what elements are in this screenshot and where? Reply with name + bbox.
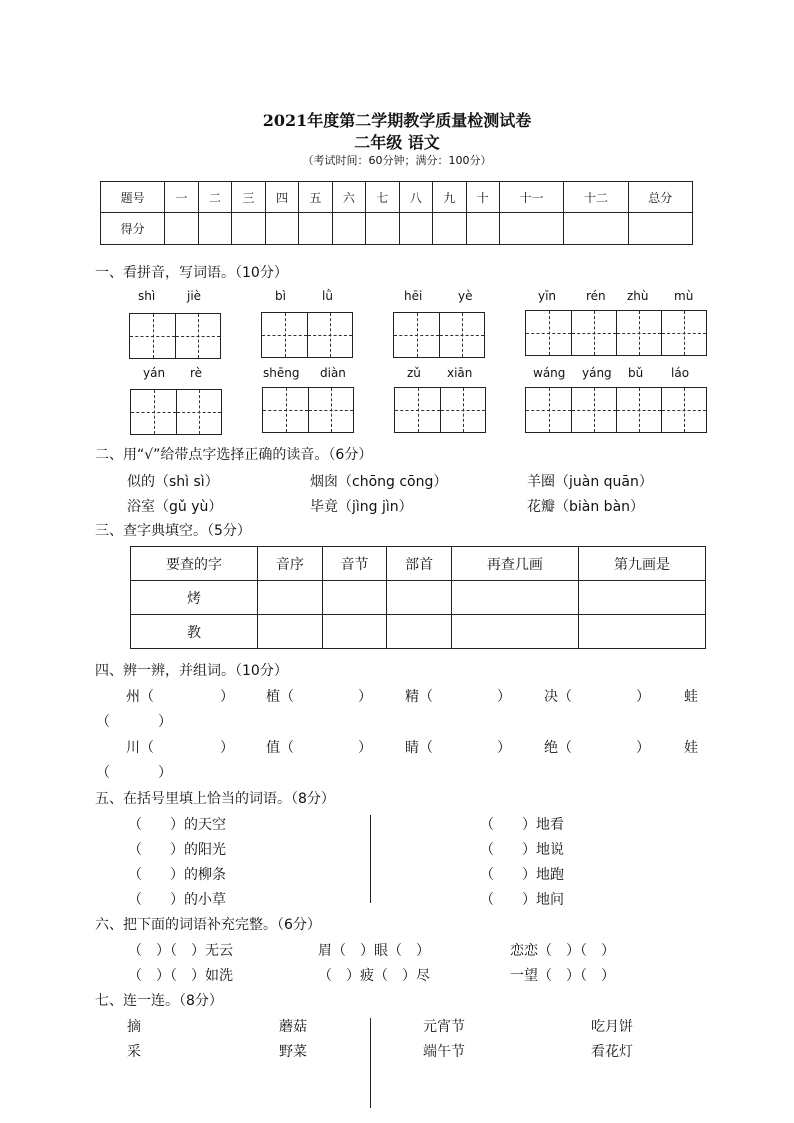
section-4-title: 四、辨一辨，并组词。（10分）: [95, 663, 288, 679]
writing-grid[interactable]: [394, 387, 486, 433]
match-item[interactable]: 吃月饼: [591, 1019, 633, 1035]
word-group-char: 蛙: [684, 689, 698, 705]
word-group-open: 绝（: [544, 740, 572, 756]
idiom-blank[interactable]: 眉（ ）眼（ ）: [318, 943, 430, 959]
fill-phrase[interactable]: （ ）的天空: [128, 817, 226, 833]
pinyin: láo: [671, 366, 690, 380]
dict-cell[interactable]: [258, 615, 323, 649]
dict-header: 音序: [258, 547, 323, 581]
pinyin: wáng: [533, 366, 566, 380]
word-group-open: （: [96, 765, 110, 781]
pinyin: shēng: [263, 366, 300, 380]
match-item[interactable]: 蘑菇: [279, 1019, 307, 1035]
score-cell[interactable]: [265, 213, 298, 245]
section-1-title: 一、看拼音，写词语。（10分）: [95, 265, 288, 281]
score-header: 七: [366, 182, 399, 213]
writing-grid[interactable]: [525, 310, 707, 356]
fill-phrase[interactable]: （ ）地说: [480, 842, 564, 858]
word-group-open: 决（: [544, 689, 572, 705]
pinyin: xiān: [447, 366, 473, 380]
word-group-close: ）: [158, 714, 172, 730]
section-2-title: 二、用“√”给带点字选择正确的读音。（6分）: [95, 447, 373, 463]
score-cell[interactable]: [165, 213, 198, 245]
match-item[interactable]: 看花灯: [591, 1044, 633, 1060]
column-divider: [370, 1018, 371, 1108]
word-group-char: 娃: [684, 740, 698, 756]
reading-choice[interactable]: 毕竟（jìng jìn）: [310, 499, 413, 515]
page-subtitle: 二年级 语文: [354, 133, 440, 152]
word-group-open: 川（: [126, 740, 154, 756]
match-item[interactable]: 野菜: [279, 1044, 307, 1060]
page-title: 2021年度第二学期教学质量检测试卷: [262, 111, 532, 130]
pinyin: bì: [275, 289, 286, 303]
dict-cell[interactable]: [258, 581, 323, 615]
writing-grid[interactable]: [525, 387, 707, 433]
word-group-close: ）: [636, 689, 650, 705]
score-cell[interactable]: [628, 213, 692, 245]
reading-choice[interactable]: 花瓣（biàn bàn）: [527, 499, 645, 515]
writing-grid[interactable]: [130, 389, 222, 435]
match-item[interactable]: 端午节: [423, 1044, 465, 1060]
reading-choice[interactable]: 羊圈（juàn quān）: [527, 474, 653, 490]
score-row-label: 得分: [101, 213, 165, 245]
dictionary-table: [130, 546, 706, 649]
pinyin: diàn: [320, 366, 346, 380]
pinyin: shì: [138, 289, 156, 303]
score-header: 四: [265, 182, 298, 213]
dict-cell[interactable]: [578, 615, 705, 649]
dict-header: 第九画是: [578, 547, 705, 581]
pinyin: jiè: [187, 289, 202, 303]
score-cell[interactable]: [466, 213, 499, 245]
score-cell[interactable]: [232, 213, 265, 245]
pinyin: yáng: [582, 366, 612, 380]
dict-cell[interactable]: [451, 581, 578, 615]
fill-phrase[interactable]: （ ）的阳光: [128, 842, 226, 858]
score-header: 二: [198, 182, 231, 213]
word-group-open: 州（: [126, 689, 154, 705]
fill-phrase[interactable]: （ ）的小草: [128, 892, 226, 908]
word-group-open: 值（: [266, 740, 294, 756]
score-header: 十二: [564, 182, 628, 213]
idiom-blank[interactable]: 恋恋（ ）（ ）: [510, 943, 615, 959]
dict-cell[interactable]: [387, 581, 452, 615]
score-cell[interactable]: [564, 213, 628, 245]
reading-choice[interactable]: 浴室（gǔ yù）: [127, 499, 223, 515]
pinyin: rén: [586, 289, 606, 303]
word-group-close: ）: [497, 689, 511, 705]
fill-phrase[interactable]: （ ）地跑: [480, 867, 564, 883]
word-group-open: 睛（: [405, 740, 433, 756]
pinyin: zhù: [627, 289, 649, 303]
dict-header: 要查的字: [131, 547, 258, 581]
pinyin: yè: [458, 289, 473, 303]
writing-grid[interactable]: [262, 387, 354, 433]
dict-cell[interactable]: [578, 581, 705, 615]
word-group-close: ）: [220, 740, 234, 756]
score-cell[interactable]: [433, 213, 466, 245]
fill-phrase[interactable]: （ ）的柳条: [128, 867, 226, 883]
fill-phrase[interactable]: （ ）地问: [480, 892, 564, 908]
word-group-close: ）: [158, 765, 172, 781]
dict-char: 教: [131, 615, 258, 649]
word-group-open: 精（: [405, 689, 433, 705]
dict-header: 再查几画: [451, 547, 578, 581]
exam-note: （考试时间：60分钟；满分：100分）: [302, 154, 492, 167]
match-item[interactable]: 元宵节: [423, 1019, 465, 1035]
fill-phrase[interactable]: （ ）地看: [480, 817, 564, 833]
writing-grid[interactable]: [261, 312, 353, 358]
section-6-title: 六、把下面的词语补充完整。（6分）: [95, 917, 321, 933]
score-cell[interactable]: [366, 213, 399, 245]
dict-cell[interactable]: [322, 615, 387, 649]
idiom-blank[interactable]: （ ）（ ）如洗: [128, 968, 233, 984]
score-cell[interactable]: [332, 213, 365, 245]
score-cell[interactable]: [198, 213, 231, 245]
word-group-close: ）: [220, 689, 234, 705]
pinyin: hēi: [404, 289, 423, 303]
dict-char: 烤: [131, 581, 258, 615]
section-3-title: 三、查字典填空。（5分）: [95, 523, 251, 539]
idiom-blank[interactable]: （ ）（ ）无云: [128, 943, 233, 959]
word-group-close: ）: [358, 740, 372, 756]
pinyin: lǜ: [322, 289, 333, 303]
section-5-title: 五、在括号里填上恰当的词语。（8分）: [95, 791, 335, 807]
word-group-close: ）: [497, 740, 511, 756]
pinyin: yīn: [538, 289, 557, 303]
section-7-title: 七、连一连。（8分）: [95, 993, 223, 1009]
match-item[interactable]: 采: [127, 1044, 141, 1060]
dict-header: 部首: [387, 547, 452, 581]
writing-grid[interactable]: [393, 312, 485, 358]
score-cell[interactable]: [399, 213, 432, 245]
score-cell[interactable]: [299, 213, 332, 245]
word-group-close: ）: [636, 740, 650, 756]
dict-cell[interactable]: [322, 581, 387, 615]
score-cell[interactable]: [500, 213, 564, 245]
writing-grid[interactable]: [129, 313, 221, 359]
score-table: [100, 181, 693, 245]
match-item[interactable]: 摘: [127, 1019, 141, 1035]
pinyin: mù: [674, 289, 694, 303]
score-header: 三: [232, 182, 265, 213]
column-divider: [370, 815, 371, 903]
idiom-blank[interactable]: 一望（ ）（ ）: [510, 968, 615, 984]
score-header: 十: [466, 182, 499, 213]
score-header: 十一: [500, 182, 564, 213]
word-group-close: ）: [358, 689, 372, 705]
reading-choice[interactable]: 烟囱（chōng cōng）: [310, 474, 448, 490]
score-header: 九: [433, 182, 466, 213]
score-header: 一: [165, 182, 198, 213]
pinyin: rè: [190, 366, 203, 380]
dict-cell[interactable]: [451, 615, 578, 649]
dict-header: 音节: [322, 547, 387, 581]
idiom-blank[interactable]: （ ）疲（ ）尽: [318, 968, 430, 984]
pinyin: yán: [143, 366, 166, 380]
score-header: 总分: [628, 182, 692, 213]
dict-cell[interactable]: [387, 615, 452, 649]
pinyin: bǔ: [628, 366, 644, 380]
score-header: 八: [399, 182, 432, 213]
score-header: 题号: [101, 182, 165, 213]
score-header: 六: [332, 182, 365, 213]
reading-choice[interactable]: 似的（shì sì）: [127, 474, 219, 490]
word-group-open: （: [96, 714, 110, 730]
word-group-open: 植（: [266, 689, 294, 705]
pinyin: zǔ: [407, 366, 421, 380]
score-header: 五: [299, 182, 332, 213]
